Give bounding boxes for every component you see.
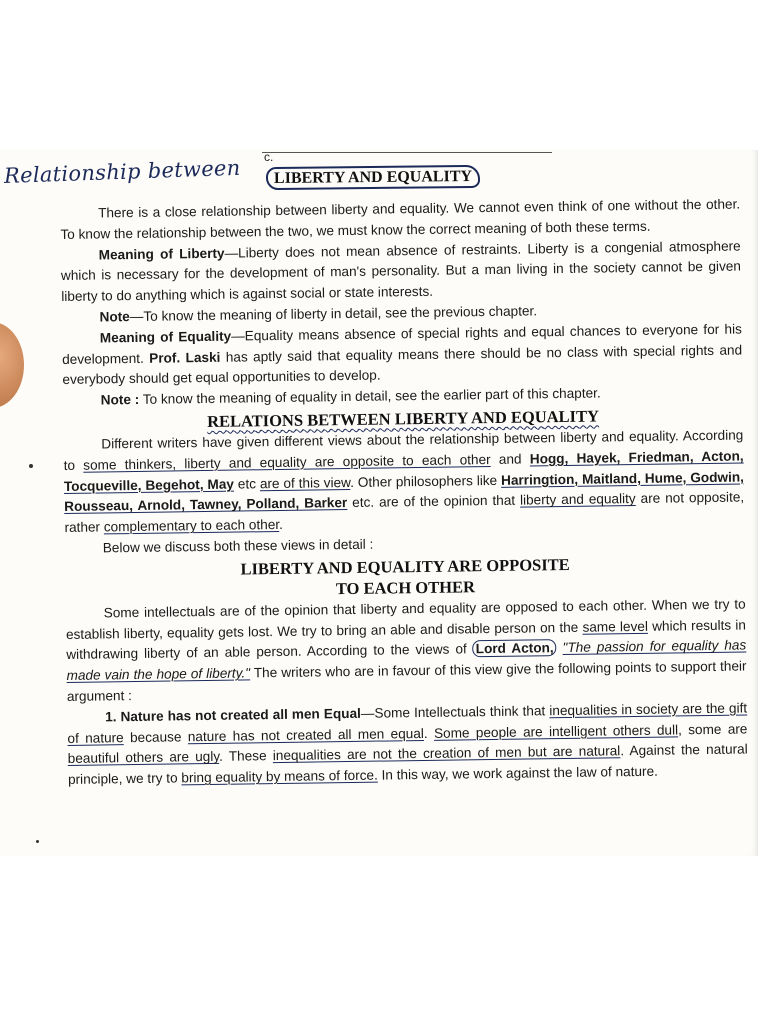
intellectuals-paragraph: Some intellectuals are of the opinion that liberty and equality are opposed to each other. When we try to establish liberty, equality gets lost. We try to bring an able and disable person on the same level which results in withdrawing liberty of an able person. According to the views of Lord Acton, "The passion for equality has made vain the hope of liberty." The writers who are in favour of this view give the following points to support their argument : xyxy=(65,596,747,704)
main-title: LIBERTY AND EQUALITY xyxy=(266,165,480,190)
note-paragraph: Note : To know the meaning of equality in detail, see the earlier part of this chapter. xyxy=(100,385,601,408)
section-marker: c. xyxy=(264,150,274,164)
intro-paragraph: There is a close relationship between liberty and equality. We cannot even think of one without the other. To know the relationship between the two, we must know the correct meaning of both these terms. xyxy=(60,196,741,242)
top-rule xyxy=(262,152,552,153)
equality-paragraph: Meaning of Equality—Equality means absence of special rights and equal chances to everyone for his development. Prof. Laski has aptly said that equality means there should be no class with special rights and everybody should get equal opportunities to develop. xyxy=(62,321,743,388)
relations-heading: RELATIONS BETWEEN LIBERTY AND EQUALITY xyxy=(206,406,600,431)
note-paragraph: Note—To know the meaning of liberty in detail, see the previous chapter. xyxy=(99,303,538,325)
liberty-paragraph: Meaning of Liberty—Liberty does not mean absence of restraints. Liberty is a congenial atmosphere which is necessary for the development of man's personality. But a man living in the society cannot be given liberty to do anything which is against social or state interests. xyxy=(60,238,742,305)
page-body xyxy=(60,195,748,791)
handwritten-note: Relationship between xyxy=(3,155,241,188)
margin-bullet xyxy=(29,464,33,468)
point-1-paragraph: 1. Nature has not created all men Equal—Some Intellectuals think that inequalities in society are the gift of nature because nature has not created all men equal. Some people are intelligent others dull, some are beautiful others are ugly. These inequalities are not the creation of men but are natural. Against the natural principle, we try to bring equality by means of force. In this way, we work against the law of nature. xyxy=(67,700,748,788)
opposite-heading: LIBERTY AND EQUALITY ARE OPPOSITE TO EACH OTHER xyxy=(240,554,570,598)
margin-bullet xyxy=(36,840,39,843)
below-line: Below we discuss both these views in detail : xyxy=(102,536,374,556)
views-paragraph: Different writers have given different views about the relationship between liberty and equality. According to some thinkers, liberty and equality are opposite to each other and Hogg, Hayek, Friedman, Acton, Tocqueville, Begehot, May etc are of this view. Other philosophers like Harringtion, Maitland, Hume, Godwin, Rousseau, Arnold, Tawney, Polland, Barker etc. are of the opinion that liberty and equality are not opposite, rather complementary to each other. xyxy=(63,427,745,536)
